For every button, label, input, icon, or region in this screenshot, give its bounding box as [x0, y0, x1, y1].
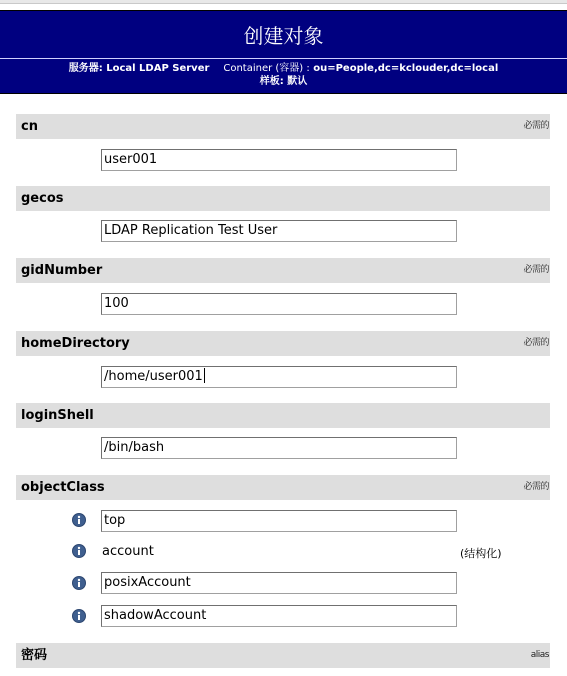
- objectclass-input-posixaccount[interactable]: posixAccount: [101, 572, 457, 594]
- info-icon[interactable]: [72, 609, 86, 623]
- attr-name: 密码: [21, 648, 48, 663]
- header-meta: [0, 63, 567, 75]
- attr-header-password: [16, 643, 550, 668]
- attr-name: cn: [21, 119, 38, 134]
- info-icon[interactable]: [72, 544, 86, 558]
- objectclass-input-top[interactable]: top: [101, 510, 457, 532]
- container-label: Container (容器) :: [223, 63, 310, 74]
- header-template: [0, 76, 567, 88]
- attr-name: gidNumber: [21, 263, 103, 278]
- attr-name: gecos: [21, 191, 64, 206]
- info-icon[interactable]: [72, 513, 86, 527]
- attr-header-cn: [16, 114, 550, 139]
- alias-flag: alias: [530, 650, 549, 660]
- homedirectory-input[interactable]: /home/user001: [101, 366, 457, 388]
- loginshell-input[interactable]: /bin/bash: [101, 437, 457, 459]
- server-value: Local LDAP Server: [106, 63, 210, 74]
- objectclass-input-shadowaccount[interactable]: shadowAccount: [101, 605, 457, 627]
- info-icon[interactable]: [72, 576, 86, 590]
- attr-header-homedirectory: [16, 331, 550, 356]
- page-title: 创建对象: [243, 24, 324, 48]
- required-flag: 必需的: [523, 482, 549, 492]
- container-value: ou=People,dc=kclouder,dc=local: [313, 63, 499, 74]
- gecos-input[interactable]: LDAP Replication Test User: [101, 220, 457, 242]
- attr-name: loginShell: [21, 408, 94, 423]
- text-cursor: [204, 368, 205, 383]
- top-border: [0, 0, 567, 4]
- objectclass-value-account: account: [102, 544, 154, 559]
- structural-label: (结构化): [460, 547, 502, 560]
- attr-name: homeDirectory: [21, 336, 130, 351]
- cn-input[interactable]: user001: [101, 149, 457, 171]
- attr-header-gecos: [16, 186, 550, 211]
- template-label: 样板:: [259, 76, 284, 87]
- server-label: 服务器:: [68, 63, 103, 74]
- attr-header-objectclass: [16, 475, 550, 500]
- required-flag: 必需的: [523, 121, 549, 131]
- gidnumber-input[interactable]: 100: [101, 293, 457, 315]
- required-flag: 必需的: [523, 338, 549, 348]
- required-flag: 必需的: [523, 265, 549, 275]
- template-value: 默认: [287, 76, 308, 87]
- attr-header-gidnumber: [16, 258, 550, 283]
- attr-header-loginshell: [16, 403, 550, 428]
- attr-name: objectClass: [21, 480, 105, 495]
- header-divider: [0, 58, 567, 59]
- page-header: [0, 10, 567, 94]
